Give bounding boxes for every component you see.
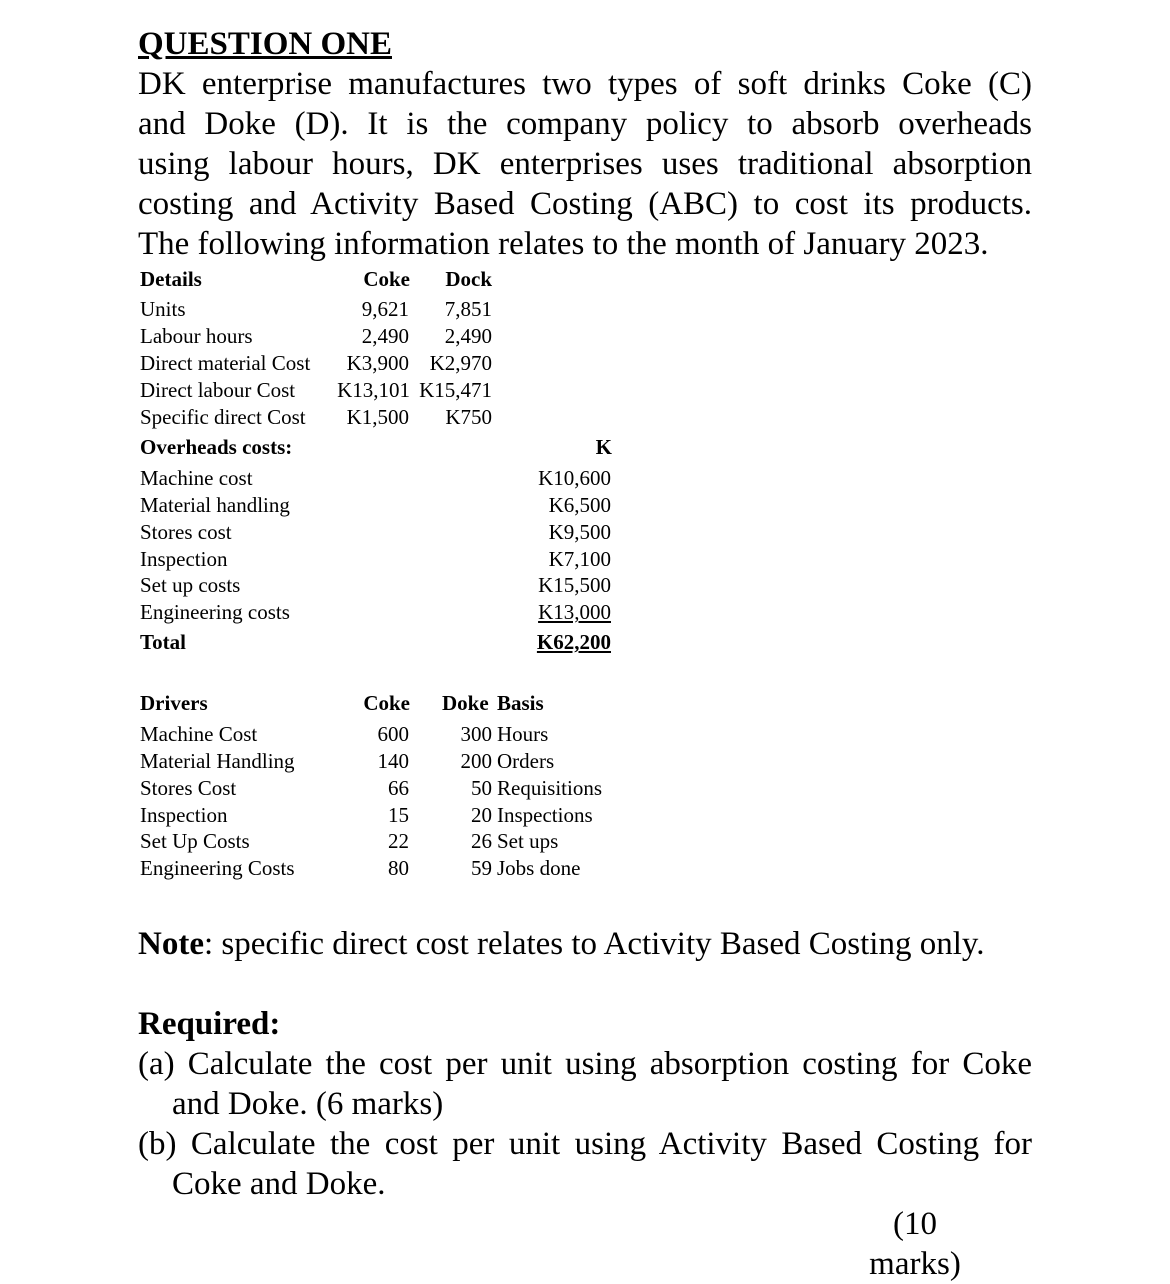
required-item-a: (a) Calculate the cost per unit using absorption costing for Coke and Doke. (6 marks) bbox=[138, 1046, 1032, 1122]
details-row-coke: K1,500 bbox=[346, 405, 409, 429]
drivers-header-coke: Coke bbox=[363, 691, 410, 715]
details-row-dock: K2,970 bbox=[429, 351, 492, 375]
drivers-row-label: Stores Cost bbox=[140, 776, 237, 800]
drivers-row-basis: Orders bbox=[497, 749, 555, 773]
note bbox=[138, 924, 985, 964]
drivers-row-label: Inspection bbox=[140, 803, 228, 827]
details-row-coke: K3,900 bbox=[346, 351, 409, 375]
drivers-row-label: Set Up Costs bbox=[140, 829, 250, 853]
details-row-dock: K750 bbox=[445, 405, 492, 429]
overheads-total-value: K62,200 bbox=[536, 630, 611, 654]
drivers-row-label: Machine Cost bbox=[140, 722, 258, 746]
intro-line: and Doke (D). It is the company policy to absorb overheads bbox=[138, 106, 1032, 142]
details-row-label: Specific direct Cost bbox=[140, 405, 306, 429]
intro-line: DK enterprise manufactures two types of soft drinks Coke (C) bbox=[138, 66, 1032, 102]
drivers-row-basis: Set ups bbox=[497, 829, 559, 853]
details-row-coke: 2,490 bbox=[361, 324, 409, 348]
drivers-row-doke: 20 bbox=[471, 803, 492, 827]
intro-line: using labour hours, DK enterprises uses traditional absorption bbox=[138, 146, 1032, 182]
overheads-row-label: Machine cost bbox=[140, 466, 253, 490]
details-row-label: Direct material Cost bbox=[140, 351, 311, 375]
drivers-row-doke: 200 bbox=[460, 749, 492, 773]
note-text: : specific direct cost relates to Activity Based Costing only. bbox=[203, 926, 985, 962]
overheads-row-label: Set up costs bbox=[140, 573, 241, 597]
marks-label: (10 marks) bbox=[869, 1206, 961, 1282]
required-section bbox=[138, 1004, 1032, 1204]
required-heading: Required: bbox=[138, 1006, 281, 1042]
drivers-row-coke: 600 bbox=[377, 722, 409, 746]
details-row-label: Units bbox=[140, 297, 186, 321]
intro-paragraph bbox=[138, 64, 1032, 264]
overheads-row-value: K9,500 bbox=[548, 520, 611, 544]
intro-line: costing and Activity Based Costing (ABC) to cost its products. bbox=[138, 186, 1032, 222]
drivers-row-coke: 140 bbox=[377, 749, 409, 773]
overheads-row-value: K6,500 bbox=[548, 493, 611, 517]
overheads-row-label: Stores cost bbox=[140, 520, 232, 544]
overheads-total-label: Total bbox=[140, 630, 186, 654]
required-item-b: (b) Calculate the cost per unit using Activity Based Costing for Coke and Doke. bbox=[138, 1126, 1032, 1202]
drivers-row-label: Material Handling bbox=[140, 749, 295, 773]
drivers-header-label: Drivers bbox=[140, 691, 208, 715]
details-header-coke: Coke bbox=[363, 267, 410, 291]
drivers-row-coke: 22 bbox=[388, 829, 409, 853]
details-header-dock: Dock bbox=[445, 267, 492, 291]
overheads-heading: Overheads costs: bbox=[140, 435, 293, 459]
details-row-dock: K15,471 bbox=[419, 378, 492, 402]
intro-line: The following information relates to the month of January 2023. bbox=[138, 226, 989, 262]
drivers-row-label: Engineering Costs bbox=[140, 856, 295, 880]
drivers-row-coke: 80 bbox=[388, 856, 409, 880]
drivers-row-coke: 66 bbox=[388, 776, 409, 800]
drivers-row-doke: 59 bbox=[471, 856, 492, 880]
overheads-row-value: K10,600 bbox=[538, 466, 611, 490]
details-row-label: Direct labour Cost bbox=[140, 378, 296, 402]
overheads-row-label: Engineering costs bbox=[140, 600, 290, 624]
overheads-unit: K bbox=[595, 435, 612, 459]
drivers-row-basis: Jobs done bbox=[497, 856, 581, 880]
overheads-row-label: Material handling bbox=[140, 493, 290, 517]
question-heading: QUESTION ONE bbox=[138, 26, 392, 62]
overheads-row-value: K15,500 bbox=[538, 573, 611, 597]
drivers-row-doke: 50 bbox=[471, 776, 492, 800]
overheads-row-label: Inspection bbox=[140, 547, 228, 571]
details-header-label: Details bbox=[140, 267, 202, 291]
note-label: Note bbox=[138, 926, 204, 962]
drivers-header-doke: Doke bbox=[442, 691, 489, 715]
drivers-row-doke: 300 bbox=[460, 722, 492, 746]
details-row-dock: 7,851 bbox=[444, 297, 492, 321]
overheads-row-value: K7,100 bbox=[548, 547, 611, 571]
overheads-row-value: K13,000 bbox=[538, 600, 611, 624]
drivers-row-basis: Hours bbox=[497, 722, 549, 746]
details-row-dock: 2,490 bbox=[444, 324, 492, 348]
drivers-row-basis: Requisitions bbox=[497, 776, 603, 800]
details-row-coke: K13,101 bbox=[337, 378, 410, 402]
drivers-row-basis: Inspections bbox=[497, 803, 593, 827]
drivers-header-basis: Basis bbox=[497, 691, 544, 715]
details-row-label: Labour hours bbox=[140, 324, 253, 348]
drivers-row-coke: 15 bbox=[388, 803, 409, 827]
details-row-coke: 9,621 bbox=[361, 297, 409, 321]
drivers-row-doke: 26 bbox=[471, 829, 492, 853]
